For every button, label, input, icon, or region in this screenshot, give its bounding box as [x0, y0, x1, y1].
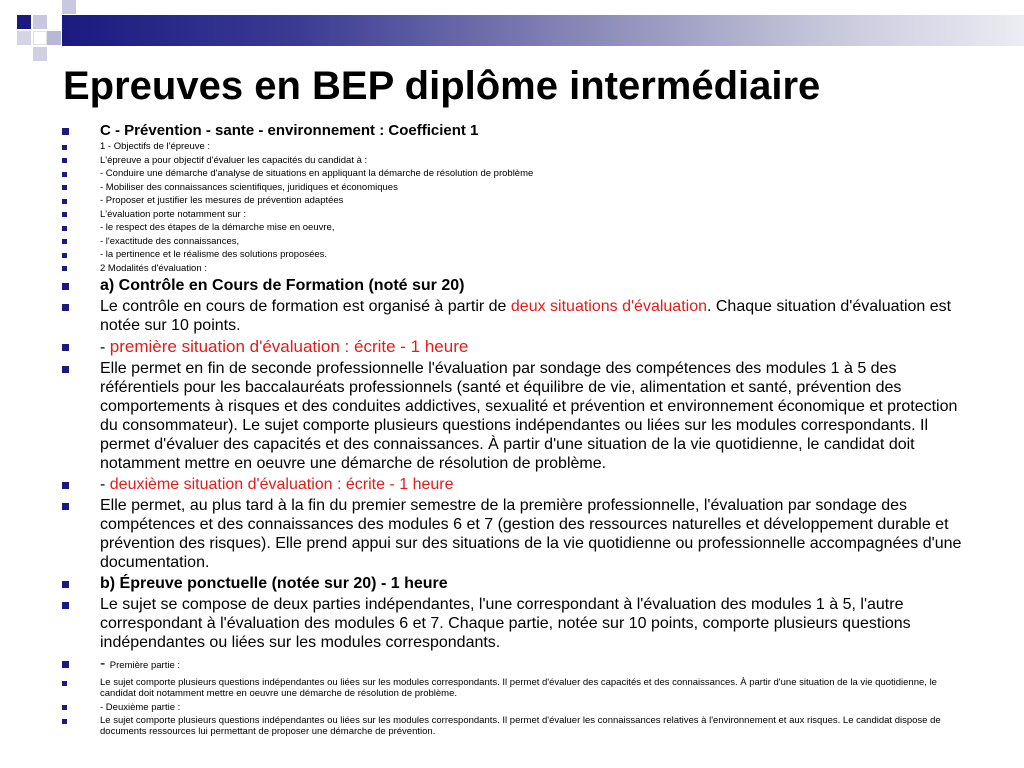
square-bullet-icon: [62, 304, 69, 311]
item-text: L'évaluation porte notamment sur :: [100, 208, 246, 220]
item-text: -: [100, 476, 110, 493]
list-item: [62, 276, 962, 295]
item-text: - l'exactitude des connaissances,: [100, 235, 240, 247]
item-text: -: [100, 339, 110, 356]
item-text: Elle permet, au plus tard à la fin du premier semestre de la première professionnelle, l'évaluation par sondage des compétences et des connaissances des modules 6 et 7 (gestion des ressources naturelles et développement durable et prévention des risques). Elle prend appui sur des situations de la vie quotidienne ou professionnelle accompagnées d'une documentation.: [100, 497, 962, 571]
square-bullet-icon: [62, 719, 67, 724]
square-bullet-icon: [62, 482, 69, 489]
list-item: [62, 263, 962, 274]
item-text: - Mobiliser des connaissances scientifiques, juridiques et économiques: [100, 181, 398, 193]
item-text: Le contrôle en cours de formation est organisé à partir de: [100, 298, 511, 315]
item-text: Elle permet en fin de seconde professionnelle l'évaluation par sondage des compétences des modules 1 à 5 des référentiels pour les baccalauréats professionnels (santé et équilibre de vie, alimentation et santé, prévention des comportements à risques et des conduites addictives, sexualité et prévention et environnement économique et protection du consommateur). Le sujet comporte plusieurs questions indépendantes ou liées sur les modules correspondants. Il permet d'évaluer des capacités et des connaissances. À partir d'une situation de la vie quotidienne, le candidat doit notamment mettre en oeuvre une démarche de résolution de problème.: [100, 360, 958, 472]
list-item: [62, 249, 962, 260]
square-bullet-icon: [62, 366, 69, 373]
list-item: [62, 715, 962, 737]
list-item: [62, 168, 962, 179]
list-item: [62, 122, 962, 139]
decor-square: [33, 15, 47, 29]
item-text: 2 Modalités d'évaluation :: [100, 262, 207, 274]
square-bullet-icon: [62, 253, 67, 258]
header-banner: [62, 15, 1024, 46]
item-text: b) Épreuve ponctuelle (notée sur 20) - 1 heure: [100, 575, 448, 592]
list-item: [62, 222, 962, 233]
item-text: C - Prévention - sante - environnement : Coefficient 1: [100, 122, 479, 139]
decor-square: [17, 31, 31, 45]
item-text: - Conduire une démarche d'analyse de situations en appliquant la démarche de résolution de problème: [100, 168, 534, 179]
item-text: . Chaque situation d'évaluation est notée sur 10 points.: [100, 298, 952, 334]
list-item: [62, 496, 962, 572]
highlighted-text: deux situations d'évaluation: [510, 298, 707, 315]
item-text: 1 - Objectifs de l'épreuve :: [100, 141, 211, 152]
list-item: [62, 595, 962, 652]
square-bullet-icon: [62, 158, 67, 163]
decor-square: [33, 31, 47, 45]
square-bullet-icon: [62, 283, 69, 290]
square-bullet-icon: [62, 661, 69, 668]
list-item: [62, 359, 962, 473]
list-item: [62, 297, 962, 335]
item-text: - le respect des étapes de la démarche mise en oeuvre,: [100, 222, 335, 233]
item-text: - Proposer et justifier les mesures de prévention adaptées: [100, 195, 344, 206]
item-text: Le sujet comporte plusieurs questions indépendantes ou liées sur les modules correspondants. Il permet d'évaluer des capacités et des connaissances. À partir d'une situation de la vie quotidienne, le candidat doit notamment mettre en oeuvre une démarche de résolution de problème.: [100, 677, 937, 699]
square-bullet-icon: [62, 226, 67, 231]
item-text: L'épreuve a pour objectif d'évaluer les capacités du candidat à :: [100, 154, 368, 166]
list-item: [62, 574, 962, 593]
square-bullet-icon: [62, 145, 67, 150]
item-text: -: [100, 655, 110, 672]
item-text: Le sujet se compose de deux parties indépendantes, l'une correspondant à l'évaluation des modules 1 à 5, l'autre correspondant à l'évaluation des modules 6 et 7. Chaque partie, notée sur 10 points, comporte plusieurs questions indépendantes ou liées sur les modules correspondants.: [100, 596, 911, 651]
square-bullet-icon: [62, 581, 69, 588]
square-bullet-icon: [62, 344, 69, 351]
item-text: - Deuxième partie :: [100, 701, 181, 713]
list-item: [62, 677, 962, 699]
list-item: [62, 702, 962, 713]
item-text: Première partie :: [109, 660, 181, 671]
bullet-list: [62, 122, 962, 740]
square-bullet-icon: [62, 212, 67, 217]
square-bullet-icon: [62, 266, 67, 271]
square-bullet-icon: [62, 128, 69, 135]
item-text: - la pertinence et le réalisme des solutions proposées.: [100, 249, 328, 260]
decor-square: [47, 31, 61, 45]
square-bullet-icon: [62, 503, 69, 510]
item-text: a) Contrôle en Cours de Formation (noté sur 20): [100, 277, 465, 294]
highlighted-text: première situation d'évaluation : écrite - 1 heure: [109, 337, 469, 356]
decor-square: [33, 47, 47, 61]
item-text: Le sujet comporte plusieurs questions indépendantes ou liées sur les modules correspondants. Il permet d'évaluer les connaissances relatives à l'environnement et aux risques. Le candidat dispose de documents ressources lui permettant de proposer une démarche de prévention.: [100, 715, 941, 737]
list-item: [62, 195, 962, 206]
square-bullet-icon: [62, 681, 67, 686]
square-bullet-icon: [62, 172, 67, 177]
list-item: [62, 475, 962, 494]
list-item: [62, 236, 962, 247]
square-bullet-icon: [62, 199, 67, 204]
list-item: [62, 155, 962, 166]
list-item: [62, 337, 962, 357]
decor-square: [62, 0, 76, 14]
square-bullet-icon: [62, 185, 67, 190]
slide-title: Epreuves en BEP diplôme intermédiaire: [63, 64, 821, 108]
list-item: [62, 209, 962, 220]
list-item: [62, 141, 962, 152]
square-bullet-icon: [62, 602, 69, 609]
list-item: [62, 182, 962, 193]
decor-square: [17, 15, 31, 29]
highlighted-text: deuxième situation d'évaluation : écrite - 1 heure: [109, 476, 454, 493]
list-item: [62, 654, 962, 675]
square-bullet-icon: [62, 705, 67, 710]
square-bullet-icon: [62, 239, 67, 244]
